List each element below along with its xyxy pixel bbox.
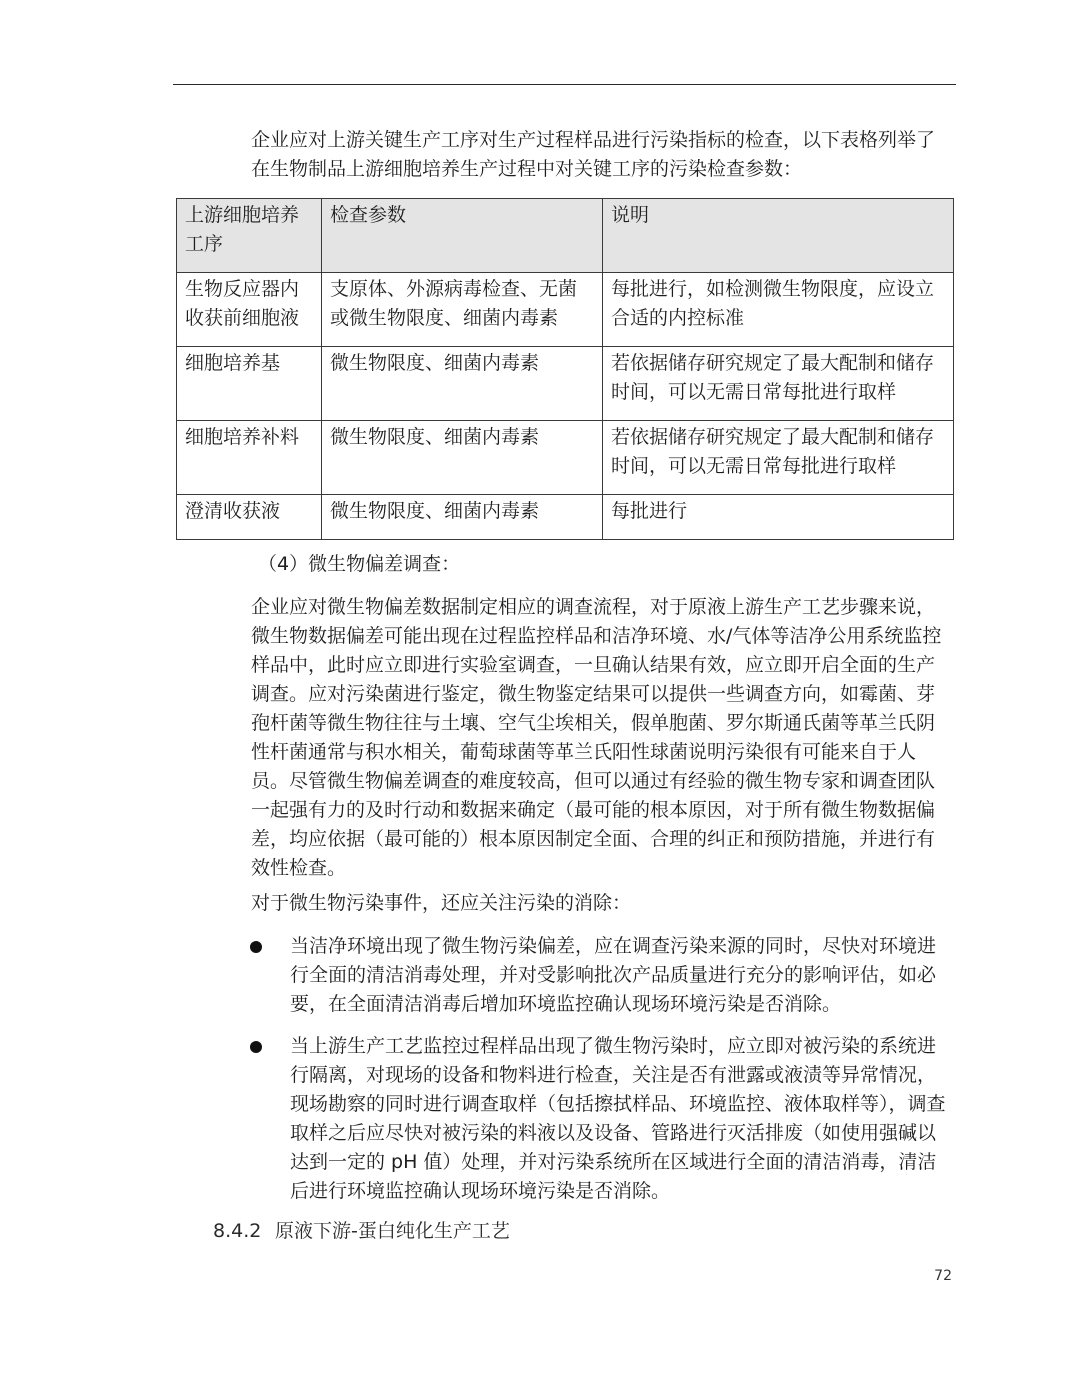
table-cell-parameters: 微生物限度、细菌内毒素 <box>322 421 603 495</box>
list-item-text: 当上游生产工艺监控过程样品出现了微生物污染时，应立即对被污染的系统进行隔离，对现场的设备和物料进行检查，关注是否有泄露或液渍等异常情况，现场勘察的同时进行调查取样（包括擦拭样品、环境监控、液体取样等），调查取样之后应尽快对被污染的料液以及设备、管路进行灭活排废（如使用强碱以达到一定的 pH 值）处理，并对污染系统所在区域进行全面的清洁消毒，清洁后进行环境监控确认现场环境污染是否消除。 <box>290 1035 946 1202</box>
table-cell-description: 若依据储存研究规定了最大配制和储存时间，可以无需日常每批进行取样 <box>603 421 954 495</box>
table-cell-process: 细胞培养基 <box>177 347 322 421</box>
contamination-parameters-table <box>176 198 954 540</box>
section-number: 8.4.2 <box>213 1220 262 1242</box>
subheading-deviation-investigation: （4）微生物偏差调查： <box>258 553 461 575</box>
table-row <box>177 421 954 495</box>
header-process: 上游细胞培养工序 <box>177 199 322 273</box>
table-cell-parameters: 微生物限度、细菌内毒素 <box>322 347 603 421</box>
bullet-dot-icon <box>250 941 262 953</box>
deviation-investigation-paragraph: 企业应对微生物偏差数据制定相应的调查流程，对于原液上游生产工艺步骤来说，微生物数据偏差可能出现在过程监控样品和洁净环境、水/气体等洁净公用系统监控样品中，此时应立即进行实验室调查，一旦确认结果有效，应立即开启全面的生产调查。应对污染菌进行鉴定，微生物鉴定结果可以提供一些调查方向，如霉菌、芽孢杆菌等微生物往往与土壤、空气尘埃相关，假单胞菌、罗尔斯通氏菌等革兰氏阴性杆菌通常与积水相关，葡萄球菌等革兰氏阳性球菌说明污染很有可能来自于人员。尽管微生物偏差调查的难度较高，但可以通过有经验的微生物专家和调查团队一起强有力的及时行动和数据来确定（最可能的根本原因，对于所有微生物数据偏差，均应依据（最可能的）根本原因制定全面、合理的纠正和预防措施，并进行有效性检查。 <box>251 596 942 879</box>
table-cell-description: 每批进行，如检测微生物限度，应设立合适的内控标准 <box>603 273 954 347</box>
table-row <box>177 273 954 347</box>
header-parameters: 检查参数 <box>322 199 603 273</box>
intro-paragraph: 企业应对上游关键生产工序对生产过程样品进行污染指标的检查，以下表格列举了在生物制品上游细胞培养生产过程中对关键工序的污染检查参数： <box>251 129 936 180</box>
section-heading <box>213 1217 510 1246</box>
table-cell-process: 生物反应器内收获前细胞液 <box>177 273 322 347</box>
header-description: 说明 <box>603 199 954 273</box>
list-item <box>250 932 951 1019</box>
table-cell-parameters: 微生物限度、细菌内毒素 <box>322 495 603 540</box>
table-cell-process: 澄清收获液 <box>177 495 322 540</box>
table-cell-process: 细胞培养补料 <box>177 421 322 495</box>
bullet-dot-icon <box>250 1041 262 1053</box>
header-rule <box>173 84 956 85</box>
table-header-row <box>177 199 954 273</box>
table-cell-description: 每批进行 <box>603 495 954 540</box>
contamination-elimination-intro: 对于微生物污染事件，还应关注污染的消除： <box>251 892 632 914</box>
list-item <box>250 1032 951 1206</box>
table-cell-parameters: 支原体、外源病毒检查、无菌或微生物限度、细菌内毒素 <box>322 273 603 347</box>
page-number: 72 <box>934 1268 952 1284</box>
list-item-text: 当洁净环境出现了微生物污染偏差，应在调查污染来源的同时，尽快对环境进行全面的清洁消毒处理，并对受影响批次产品质量进行充分的影响评估，如必要，在全面清洁消毒后增加环境监控确认现场环境污染是否消除。 <box>290 935 937 1015</box>
section-title: 原液下游-蛋白纯化生产工艺 <box>275 1220 510 1242</box>
table-row <box>177 347 954 421</box>
table-row <box>177 495 954 540</box>
table-cell-description: 若依据储存研究规定了最大配制和储存时间，可以无需日常每批进行取样 <box>603 347 954 421</box>
